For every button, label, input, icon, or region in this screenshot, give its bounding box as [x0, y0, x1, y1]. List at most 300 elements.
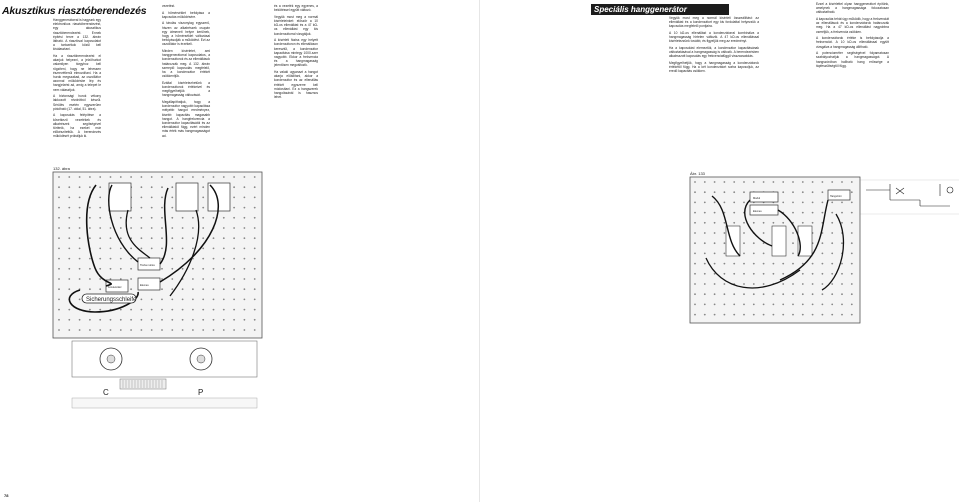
peg-hole	[851, 304, 853, 306]
peg-hole	[58, 309, 60, 311]
peg-hole	[743, 293, 745, 295]
peg-hole	[724, 273, 726, 275]
paragraph: vezetést.	[162, 4, 176, 8]
peg-hole	[192, 248, 194, 250]
peg-hole	[244, 186, 246, 188]
peg-hole	[130, 258, 132, 260]
peg-hole	[792, 242, 794, 244]
peg-hole	[822, 253, 824, 255]
figure-132-breadboard	[0, 0, 479, 502]
peg-hole	[812, 314, 814, 316]
peg-hole	[182, 268, 184, 270]
peg-hole	[151, 176, 153, 178]
peg-hole	[812, 304, 814, 306]
peg-hole	[99, 309, 101, 311]
peg-hole	[130, 329, 132, 331]
peg-hole	[161, 176, 163, 178]
peg-hole	[851, 222, 853, 224]
peg-hole	[254, 278, 256, 280]
peg-hole	[724, 181, 726, 183]
peg-hole	[254, 288, 256, 290]
peg-hole	[79, 248, 81, 250]
page-title-left: Akusztikus riasztóberendezés	[2, 5, 147, 17]
peg-hole	[182, 309, 184, 311]
module-ic-label: Tiszta mérés	[140, 264, 155, 267]
peg-hole	[841, 283, 843, 285]
peg-hole	[233, 319, 235, 321]
peg-hole	[58, 258, 60, 260]
peg-hole	[802, 181, 804, 183]
peg-hole	[68, 197, 70, 199]
page-title-right: Speciális hanggenerátor (oszcillátor)	[591, 4, 729, 15]
peg-hole	[233, 288, 235, 290]
peg-hole	[68, 329, 70, 331]
peg-hole	[851, 314, 853, 316]
peg-hole	[244, 299, 246, 301]
peg-hole	[792, 283, 794, 285]
peg-hole	[773, 293, 775, 295]
peg-hole	[110, 319, 112, 321]
peg-hole	[99, 217, 101, 219]
peg-hole	[773, 263, 775, 265]
peg-hole	[120, 237, 122, 239]
peg-hole	[233, 268, 235, 270]
module-block	[109, 183, 131, 211]
paragraph: Vegyük most meg a normál kísérleti összeállítást: az ellenállást és a kondenzátort egy kis fordulattal helyezzük a kapcsolás megfelelő pontjaira.	[669, 16, 759, 29]
peg-hole	[714, 253, 716, 255]
peg-hole	[68, 319, 70, 321]
peg-hole	[233, 237, 235, 239]
peg-hole	[202, 186, 204, 188]
peg-hole	[244, 278, 246, 280]
peg-hole	[714, 263, 716, 265]
module-block	[772, 226, 786, 256]
peg-hole	[841, 314, 843, 316]
peg-hole	[714, 232, 716, 234]
peg-hole	[120, 268, 122, 270]
peg-hole	[213, 299, 215, 301]
peg-hole	[743, 314, 745, 316]
peg-hole	[58, 288, 60, 290]
peg-hole	[110, 258, 112, 260]
peg-hole	[68, 237, 70, 239]
peg-hole	[151, 227, 153, 229]
peg-hole	[182, 319, 184, 321]
peg-hole	[233, 186, 235, 188]
peg-hole	[254, 176, 256, 178]
peg-hole	[79, 319, 81, 321]
paragraph: A tárolás viszonylag egyszerű, hiszen az alkatrészek csupán egy átmeneti helyre kerülnek, hogy a hőmérséklet változásai befolyásolják a működést. Ezt az oszcillátor is érzékeli.	[162, 21, 210, 47]
peg-hole	[822, 191, 824, 193]
peg-hole	[714, 304, 716, 306]
peg-hole	[724, 242, 726, 244]
peg-hole	[120, 329, 122, 331]
peg-hole	[694, 181, 696, 183]
peg-hole	[773, 181, 775, 183]
peg-hole	[753, 263, 755, 265]
peg-hole	[79, 278, 81, 280]
peg-hole	[223, 258, 225, 260]
peg-hole	[763, 304, 765, 306]
peg-hole	[244, 197, 246, 199]
peg-hole	[812, 212, 814, 214]
peg-hole	[851, 212, 853, 214]
peg-hole	[171, 248, 173, 250]
peg-hole	[831, 314, 833, 316]
peg-hole	[223, 227, 225, 229]
peg-hole	[851, 232, 853, 234]
peg-hole	[130, 176, 132, 178]
peg-hole	[79, 217, 81, 219]
peg-hole	[782, 304, 784, 306]
peg-hole	[58, 278, 60, 280]
peg-hole	[151, 319, 153, 321]
peg-hole	[831, 273, 833, 275]
peg-hole	[733, 202, 735, 204]
peg-hole	[812, 263, 814, 265]
paragraph: Ezzel a kísérlettel olyan hanggenerátort építünk, amelynek a hangmagassága fokozatosan változtatható.	[816, 2, 889, 15]
peg-hole	[743, 273, 745, 275]
peg-hole	[233, 278, 235, 280]
peg-hole	[171, 207, 173, 209]
peg-hole	[714, 242, 716, 244]
paragraph: Ezáltal kísérletezhetünk a kondenzátorok értékeivel és megfigyelhetjük a hangmagasság változását.	[162, 80, 210, 98]
peg-hole	[724, 202, 726, 204]
peg-hole	[99, 176, 101, 178]
peg-hole	[733, 212, 735, 214]
peg-hole	[704, 222, 706, 224]
peg-hole	[120, 217, 122, 219]
peg-hole	[141, 176, 143, 178]
peg-hole	[851, 202, 853, 204]
peg-hole	[213, 176, 215, 178]
paragraph: Megállapíthatjuk, hogy a kondenzátor nagyobb kapacitása mélyebb hangot eredményez, kisebb kapacitás magasabb hangot. A hangfrekvencia a kondenzátor kapacitásától és az ellenállástól függ, ezért minden más érték más hangmagasságot ad.	[162, 100, 210, 138]
peg-hole	[851, 253, 853, 255]
peg-hole	[724, 263, 726, 265]
peg-hole	[99, 237, 101, 239]
peg-hole	[213, 309, 215, 311]
peg-hole	[782, 314, 784, 316]
peg-hole	[753, 304, 755, 306]
peg-hole	[822, 304, 824, 306]
peg-hole	[733, 304, 735, 306]
peg-hole	[244, 227, 246, 229]
peg-hole	[812, 293, 814, 295]
peg-hole	[694, 191, 696, 193]
peg-hole	[714, 191, 716, 193]
peg-hole	[68, 288, 70, 290]
peg-hole	[831, 283, 833, 285]
peg-hole	[782, 293, 784, 295]
breadboard-panel	[53, 172, 262, 338]
peg-hole	[694, 273, 696, 275]
peg-hole	[733, 181, 735, 183]
peg-hole	[763, 293, 765, 295]
peg-hole	[714, 314, 716, 316]
peg-hole	[724, 283, 726, 285]
panel-base	[72, 398, 257, 408]
peg-hole	[254, 299, 256, 301]
peg-hole	[233, 299, 235, 301]
paragraph: A kapcsolás felépítése a következő vezetékek és alkatrészek segítségével történik, ha ezeket már előkészítettük. A berendezés működését próbáljuk ki.	[53, 113, 101, 139]
peg-hole	[254, 248, 256, 250]
peg-hole	[812, 283, 814, 285]
peg-hole	[89, 278, 91, 280]
peg-hole	[79, 176, 81, 178]
peg-hole	[182, 288, 184, 290]
peg-hole	[130, 227, 132, 229]
paragraph: Hanggenerátorral is hagyunk egy elektronikus riasztóberendezést, egy akusztikus riasztóberendezést. Ennek építési terve a 132. ábrán látható. A riasztóval kapcsolatot a tartozékok közül kell kiválasztani.	[53, 18, 101, 52]
peg-hole	[68, 176, 70, 178]
peg-hole	[714, 212, 716, 214]
peg-hole	[254, 258, 256, 260]
peg-hole	[743, 283, 745, 285]
peg-hole	[58, 268, 60, 270]
peg-hole	[223, 319, 225, 321]
peg-hole	[812, 202, 814, 204]
peg-hole	[841, 222, 843, 224]
peg-hole	[851, 242, 853, 244]
peg-hole	[202, 248, 204, 250]
peg-hole	[714, 222, 716, 224]
peg-hole	[704, 263, 706, 265]
peg-hole	[99, 258, 101, 260]
peg-hole	[244, 309, 246, 311]
peg-hole	[851, 273, 853, 275]
peg-hole	[99, 248, 101, 250]
peg-hole	[202, 197, 204, 199]
peg-hole	[68, 227, 70, 229]
peg-hole	[724, 232, 726, 234]
peg-hole	[99, 197, 101, 199]
peg-hole	[58, 176, 60, 178]
peg-hole	[58, 248, 60, 250]
peg-hole	[99, 186, 101, 188]
peg-hole	[851, 283, 853, 285]
peg-hole	[141, 217, 143, 219]
peg-hole	[254, 319, 256, 321]
peg-hole	[773, 222, 775, 224]
peg-hole	[110, 227, 112, 229]
peg-hole	[792, 293, 794, 295]
peg-hole	[151, 207, 153, 209]
peg-hole	[182, 176, 184, 178]
peg-hole	[792, 181, 794, 183]
peg-hole	[694, 304, 696, 306]
peg-hole	[89, 329, 91, 331]
peg-hole	[822, 314, 824, 316]
peg-hole	[233, 329, 235, 331]
peg-hole	[822, 263, 824, 265]
peg-hole	[714, 202, 716, 204]
peg-hole	[151, 197, 153, 199]
figure-caption-132: 132. ábra	[53, 166, 70, 171]
peg-hole	[79, 268, 81, 270]
figure-caption-133: Ábr. 133	[690, 171, 705, 176]
peg-hole	[753, 293, 755, 295]
peg-hole	[141, 319, 143, 321]
peg-hole	[851, 293, 853, 295]
peg-hole	[89, 319, 91, 321]
knob-c-center	[107, 355, 115, 363]
peg-hole	[782, 283, 784, 285]
peg-hole	[694, 293, 696, 295]
peg-hole	[202, 319, 204, 321]
peg-hole	[171, 268, 173, 270]
peg-hole	[743, 191, 745, 193]
peg-hole	[171, 186, 173, 188]
peg-hole	[223, 309, 225, 311]
peg-hole	[763, 314, 765, 316]
peg-hole	[141, 207, 143, 209]
peg-hole	[161, 197, 163, 199]
peg-hole	[151, 237, 153, 239]
peg-hole	[704, 242, 706, 244]
peg-hole	[161, 309, 163, 311]
peg-hole	[763, 263, 765, 265]
peg-hole	[213, 319, 215, 321]
peg-hole	[802, 212, 804, 214]
peg-hole	[704, 293, 706, 295]
peg-hole	[743, 263, 745, 265]
peg-hole	[213, 288, 215, 290]
peg-hole	[704, 314, 706, 316]
module-ic-label: Modul	[753, 197, 761, 200]
peg-hole	[733, 191, 735, 193]
paragraph: A 10 kΩ-os ellenállást a kondenzátorral kombinálva a hangmagasság hirtelen változik. A 47 kΩ-os ellenállással kísérletezzünk tovább, és figyeljük meg az eredményt.	[669, 31, 759, 44]
peg-hole	[110, 237, 112, 239]
peg-hole	[120, 309, 122, 311]
paragraph: A kísérleti fáziss egy helyett kondenzátoron és ellenálláson keresztül, a kondenzátor kapacitása mintegy 1000-szer nagyobb. Ekkor a frekvencia és a hangmagasság jelentősen megváltozik.	[274, 38, 318, 68]
peg-hole	[851, 263, 853, 265]
peg-hole	[89, 186, 91, 188]
peg-hole	[753, 242, 755, 244]
peg-hole	[130, 248, 132, 250]
peg-hole	[79, 207, 81, 209]
peg-hole	[223, 299, 225, 301]
figure-133-breadboard	[480, 0, 959, 502]
peg-hole	[182, 248, 184, 250]
peg-hole	[223, 329, 225, 331]
peg-hole	[161, 319, 163, 321]
peg-hole	[233, 217, 235, 219]
peg-hole	[254, 227, 256, 229]
peg-hole	[812, 273, 814, 275]
peg-hole	[99, 278, 101, 280]
peg-hole	[831, 202, 833, 204]
peg-hole	[233, 176, 235, 178]
peg-hole	[831, 212, 833, 214]
peg-hole	[782, 273, 784, 275]
peg-hole	[244, 217, 246, 219]
peg-hole	[802, 191, 804, 193]
knob-label-p: P	[198, 388, 204, 397]
peg-hole	[802, 314, 804, 316]
paragraph: Megfigyelhetjük, hogy a hangmagasság a kondenzátorok értékétől függ. Ha a két kondenzátort sorba kapcsoljuk, az eredő kapacitás csökken.	[669, 61, 759, 74]
paragraph: Vegyük most meg a normál kísérleteinket: először a 10 kΩ-os ellenállást és a 47 kΩ-os ellenállást egy kis kondenzátorral vizsgáljuk.	[274, 14, 318, 36]
peg-hole	[79, 186, 81, 188]
peg-hole	[694, 202, 696, 204]
peg-hole	[694, 222, 696, 224]
peg-hole	[130, 217, 132, 219]
peg-hole	[792, 191, 794, 193]
peg-hole	[202, 207, 204, 209]
peg-hole	[743, 242, 745, 244]
peg-hole	[99, 268, 101, 270]
peg-hole	[831, 253, 833, 255]
peg-hole	[213, 278, 215, 280]
peg-hole	[99, 227, 101, 229]
left-page	[0, 0, 479, 502]
peg-hole	[753, 283, 755, 285]
peg-hole	[182, 237, 184, 239]
peg-hole	[714, 293, 716, 295]
peg-hole	[171, 319, 173, 321]
peg-hole	[110, 329, 112, 331]
peg-hole	[773, 314, 775, 316]
peg-hole	[110, 248, 112, 250]
paragraph: Minden kísérletet, ami hanggenerátorral kapcsolatos, a kondenzátorok és az ellenállások határozzák meg. A 132. ábrán szereplő kapcsolás megfelelő, ha a kondenzátor értékét csökkentjük.	[162, 49, 210, 79]
peg-hole	[753, 222, 755, 224]
peg-hole	[120, 227, 122, 229]
peg-hole	[192, 227, 194, 229]
peg-hole	[202, 309, 204, 311]
peg-hole	[802, 304, 804, 306]
peg-hole	[151, 309, 153, 311]
peg-hole	[851, 191, 853, 193]
peg-hole	[213, 329, 215, 331]
peg-hole	[99, 288, 101, 290]
peg-hole	[151, 329, 153, 331]
peg-hole	[192, 268, 194, 270]
peg-hole	[161, 186, 163, 188]
peg-hole	[110, 176, 112, 178]
paragraph: Ha a riasztóberendezést el akarjuk helyezni, a jelzőhurkot valamilyen tárgyhoz kell rögzíteni, hogy ne lehessen észrevétlenül elmozdítani. Ha a hurok megszakad, az oszcillátor azonnal működésbe lép és hangjelzést ad, amíg a telepet le nem választjuk.	[53, 54, 101, 92]
peg-hole	[782, 222, 784, 224]
peg-hole	[792, 202, 794, 204]
peg-hole	[130, 319, 132, 321]
peg-hole	[192, 299, 194, 301]
peg-hole	[161, 237, 163, 239]
peg-hole	[802, 283, 804, 285]
peg-hole	[773, 304, 775, 306]
right-page	[480, 0, 959, 502]
peg-hole	[161, 207, 163, 209]
peg-hole	[841, 242, 843, 244]
knob-label-c: C	[103, 388, 109, 397]
page-number-left: 78	[4, 493, 9, 498]
peg-hole	[792, 253, 794, 255]
peg-hole	[68, 258, 70, 260]
peg-hole	[802, 222, 804, 224]
module-speaker-label: Hangszóró	[830, 195, 842, 198]
peg-hole	[141, 299, 143, 301]
peg-hole	[743, 202, 745, 204]
peg-hole	[130, 288, 132, 290]
peg-hole	[223, 288, 225, 290]
peg-hole	[724, 293, 726, 295]
peg-hole	[58, 197, 60, 199]
paragraph: A biztonsági hurok vékony lakkozott rézdrótból készül. Sérülés esetén egyszerűen pótolható (17. oldal, 51. ábra).	[53, 94, 101, 111]
peg-hole	[171, 237, 173, 239]
peg-hole	[694, 242, 696, 244]
peg-hole	[792, 232, 794, 234]
peg-hole	[254, 329, 256, 331]
peg-hole	[254, 197, 256, 199]
module-battery-label: Elemes	[753, 210, 762, 213]
peg-hole	[202, 268, 204, 270]
peg-hole	[171, 176, 173, 178]
